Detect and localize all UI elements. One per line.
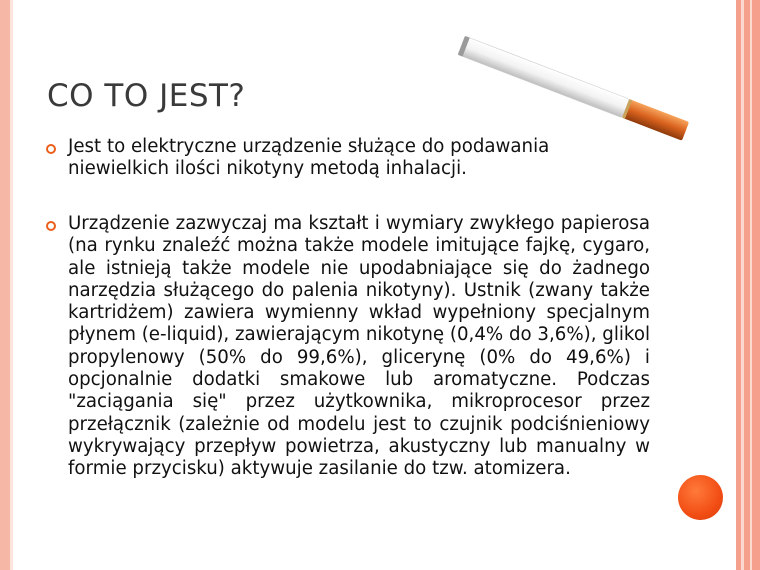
orange-circle-icon [678, 475, 723, 520]
right-frame-stripe [741, 0, 744, 570]
right-frame-border [736, 0, 760, 570]
bullet-text: Jest to elektryczne urządzenie służące do podawania niewielkich ilości nikotyny metodą inhalacji. [68, 136, 550, 180]
bullet-text: Urządzenie zazwyczaj ma kształt i wymiary zwykłego papierosa (na rynku znaleźć można także modele imitujące fajkę, cygaro, ale istnieją także modele nie upodabniające się do żadnego narzędzia służącego do palenia nikotyny). Ustnik (zwany także kartridżem) zawiera wymienny wkład wypełniony specjalnym płynem (e-liquid), zawierającym nikotynę (0,4% do 3,6%), glikol propylenowy (50% do 99,6%), glicerynę (0% do 49,6%) i opcjonalnie dodatki smakowe lub aromatyczne. Podczas "zaciągania się" przez użytkownika, mikroprocesor przez przełącznik (zależnie od modelu jest to czujnik podciśnieniowy wykrywający przepływ powietrza, akustyczny lub manualny w formie przycisku) aktywuje zasilanie do tzw. atomizera. [68, 213, 650, 480]
right-frame-stripe [750, 0, 752, 570]
bullet-icon [46, 144, 56, 154]
cigarette-icon [445, 30, 705, 150]
left-frame-stripe [10, 0, 13, 570]
bullet-icon [46, 221, 56, 231]
left-frame-border [0, 0, 10, 570]
slide-title: CO TO JEST? [47, 78, 246, 114]
